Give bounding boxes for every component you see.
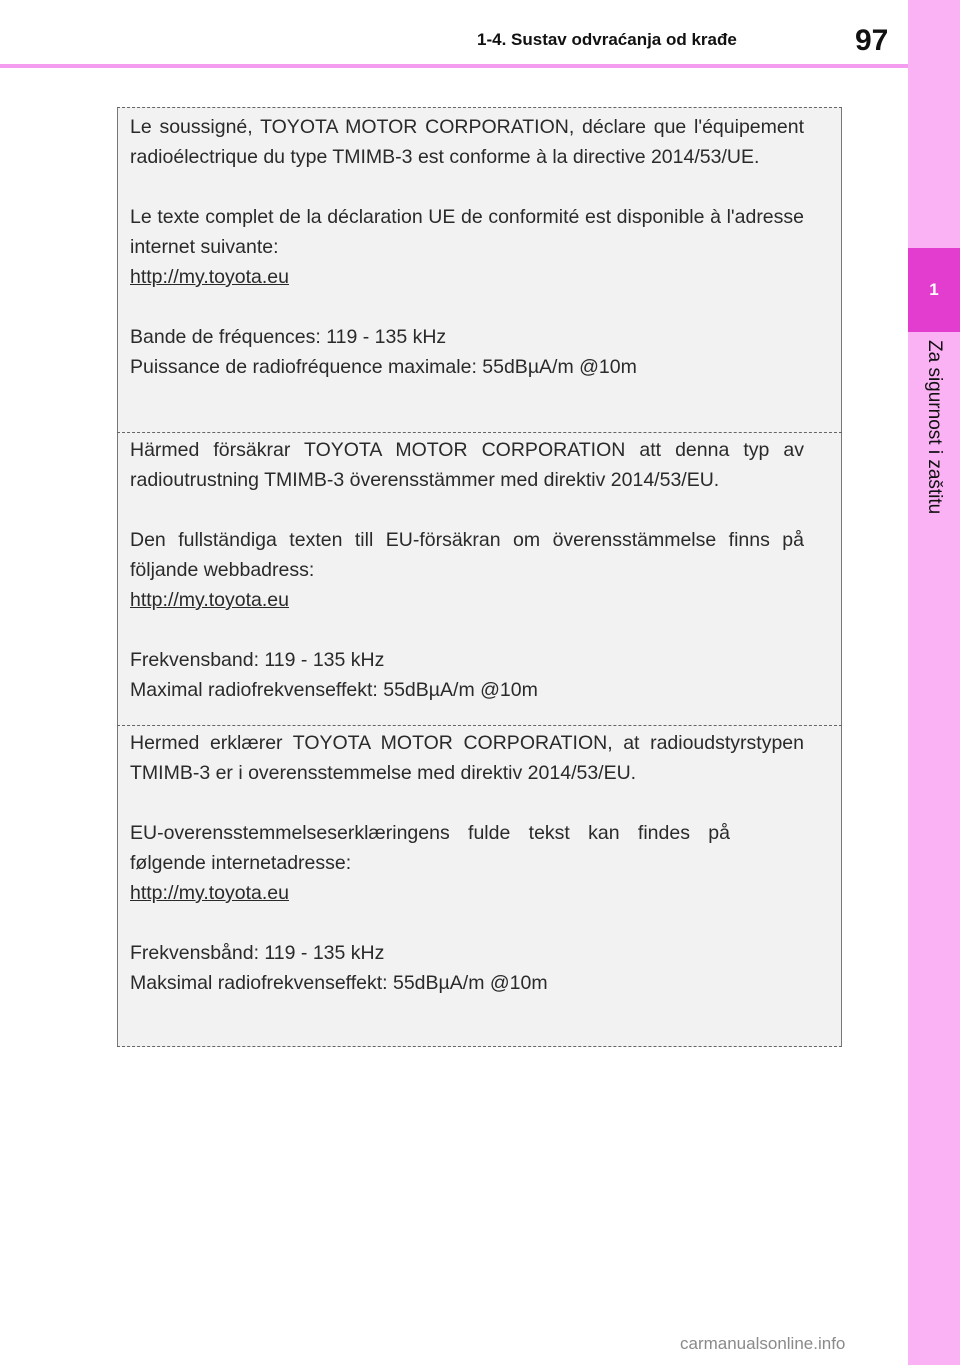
full-text-note: Le texte complet de la déclaration UE de conformité est disponible à l'adresse internet suivante: — [130, 206, 804, 258]
section-title: 1-4. Sustav odvraćanja od krađe — [477, 30, 737, 49]
header-rule — [0, 64, 908, 68]
max-power: Puissance de radiofréquence maximale: 55dBµA/m @10m — [130, 356, 637, 378]
declaration-specs — [130, 322, 804, 382]
chapter-tab[interactable]: 1 — [908, 248, 960, 332]
max-power: Maximal radiofrekvenseffekt: 55dBµA/m @10m — [130, 679, 538, 701]
max-power: Maksimal radiofrekvenseffekt: 55dBµA/m @10m — [130, 972, 548, 994]
side-strip — [908, 0, 960, 1365]
declaration-link[interactable]: http://my.toyota.eu — [130, 266, 289, 288]
divider-top — [117, 107, 842, 108]
declaration-intro: Le soussigné, TOYOTA MOTOR CORPORATION, déclare que l'équipement radioélectrique du type TMIMB-3 est conforme à la directive 2014/53/UE. — [130, 116, 804, 168]
declaration-full-text — [130, 818, 730, 908]
declaration-intro: Härmed försäkrar TOYOTA MOTOR CORPORATION att denna typ av radioutrustning TMIMB-3 överensstämmer med direktiv 2014/53/EU. — [130, 439, 804, 491]
declaration-full-text — [130, 202, 804, 292]
frequency-band: Frekvensband: 119 - 135 kHz — [130, 649, 385, 671]
divider-bottom — [117, 1046, 842, 1047]
divider-sv-da — [117, 725, 842, 726]
chapter-label: Za sigurnost i zaštitu — [924, 340, 945, 515]
full-text-note: EU-overensstemmelseserklæringens fulde tekst kan findes på følgende internetadresse: — [130, 822, 730, 874]
declaration-specs — [130, 938, 804, 998]
frequency-band: Bande de fréquences: 119 - 135 kHz — [130, 326, 447, 348]
watermark: carmanualsonline.info — [680, 1334, 846, 1353]
page-number: 97 — [855, 24, 889, 57]
declaration-intro: Hermed erklærer TOYOTA MOTOR CORPORATION, at radioudstyrstypen TMIMB-3 er i overensstemmelse med direktiv 2014/53/EU. — [130, 732, 804, 784]
divider-fr-sv — [117, 432, 842, 433]
full-text-note: Den fullständiga texten till EU-försäkran om överensstämmelse finns på följande webbadress: — [130, 529, 804, 581]
declaration-da — [130, 728, 804, 998]
declaration-specs — [130, 645, 804, 705]
declaration-fr — [130, 112, 804, 382]
declaration-link[interactable]: http://my.toyota.eu — [130, 882, 289, 904]
declaration-link[interactable]: http://my.toyota.eu — [130, 589, 289, 611]
declaration-full-text — [130, 525, 804, 615]
declaration-sv — [130, 435, 804, 705]
frequency-band: Frekvensbånd: 119 - 135 kHz — [130, 942, 385, 964]
